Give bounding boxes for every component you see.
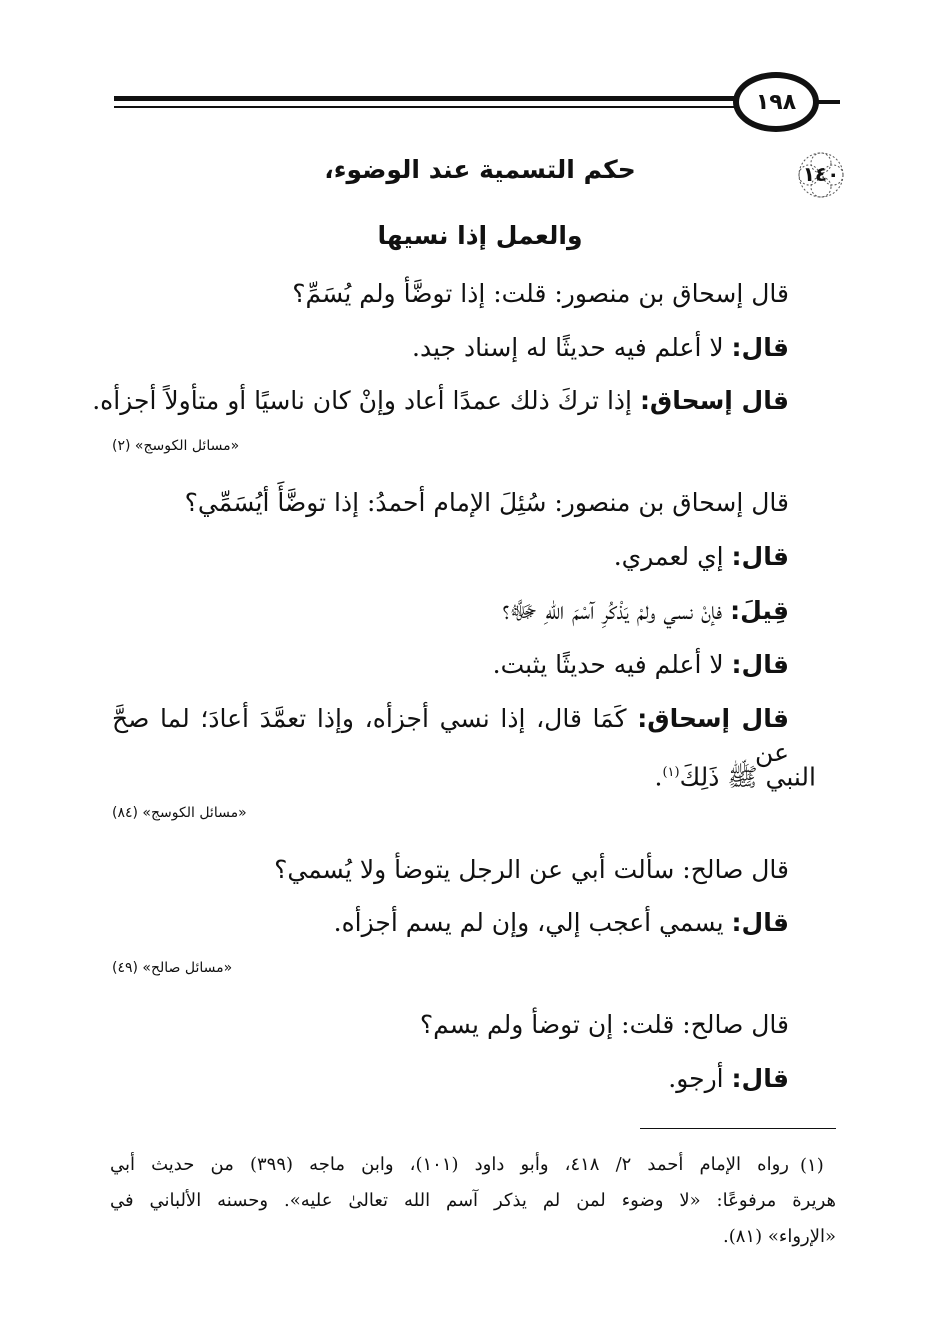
text-line: قال إسحاق بن منصور: سُئِلَ الإمام أحمدُ: إذا توضَّأَ أيُسَمِّي؟ <box>184 488 789 517</box>
text-line: قِيلَ: فإنْ نسي ولمْ يَذْكُرِ آسْمَ اللهِ ﷻ؟ <box>502 596 789 625</box>
speaker-label: قال: <box>731 542 789 571</box>
footnote-separator <box>640 1128 836 1129</box>
speaker-label: قال إسحاق: <box>637 704 790 733</box>
header-rule-right <box>818 100 840 104</box>
page-number-oval <box>733 72 819 132</box>
speaker-label: قال إسحاق: <box>639 386 789 415</box>
text-line: قال: يسمي أعجب إلي، وإن لم يسم أجزأه. <box>333 908 789 937</box>
footnote-ref: (١) <box>662 765 680 780</box>
text-line: قال صالح: قلت: إن توضأ ولم يسم؟ <box>419 1010 789 1039</box>
speaker-label: قال: <box>731 1064 789 1093</box>
section-number-badge <box>796 150 846 200</box>
text-line: قال إسحاق: إذا تركَ ذلك عمدًا أعاد وإنْ كان ناسيًا أو متأولاً أجزأه. <box>92 386 789 415</box>
section-title-line-1: حكم التسمية عند الوضوء، <box>324 155 636 184</box>
footnote-line: «الإرواء» (٨١). <box>723 1226 836 1247</box>
page-number: ١٩٨ <box>755 89 797 115</box>
footnote-line: هريرة مرفوعًا: «لا وضوء لمن لم يذكر آسم الله تعالىٰ عليه». وحسنه الألباني في <box>110 1190 836 1211</box>
text-line: قال إسحاق بن منصور: قلت: إذا توضَّأ ولم يُسَمِّ؟ <box>292 279 789 308</box>
speaker-label: قال: <box>731 908 789 937</box>
speaker-label: قِيلَ: <box>730 596 789 625</box>
text-line: قال: لا أعلم فيه حديثًا يثبت. <box>492 650 789 679</box>
section-number: ١٤٠ <box>802 162 840 186</box>
text-line: قال: إي لعمري. <box>613 542 789 571</box>
footnote-line: رواه الإمام أحمد ٢/ ٤١٨، وأبو داود (١٠١)، وابن ماجه (٣٩٩) من حديث أبي <box>110 1154 789 1175</box>
speaker-label: قال: <box>731 333 789 362</box>
footnote-marker: (١) <box>800 1155 824 1176</box>
source-citation: «مسائل الكوسج» (٢) <box>112 438 240 454</box>
text-line: النبي ﷺ ذَلِكَ$^{(١)}$. <box>654 762 816 792</box>
speaker-label: قال: <box>731 650 789 679</box>
section-title-line-2: والعمل إذا نسيها <box>377 221 583 250</box>
text-line: قال صالح: سألت أبي عن الرجل يتوضأ ولا يُسمي؟ <box>274 855 789 884</box>
header-rule-thin <box>114 106 734 108</box>
text-line: قال: أرجو. <box>668 1064 789 1093</box>
header-rule <box>114 96 734 101</box>
text-line: قال إسحاق: كَمَا قال، إذا نسي أجزأه، وإذا تعمَّدَ أعادَ؛ لما صحَّ عن <box>112 704 790 767</box>
source-citation: «مسائل الكوسج» (٨٤) <box>112 805 247 821</box>
text-line: قال: لا أعلم فيه حديثًا له إسناد جيد. <box>412 333 789 362</box>
source-citation: «مسائل صالح» (٤٩) <box>112 960 233 976</box>
